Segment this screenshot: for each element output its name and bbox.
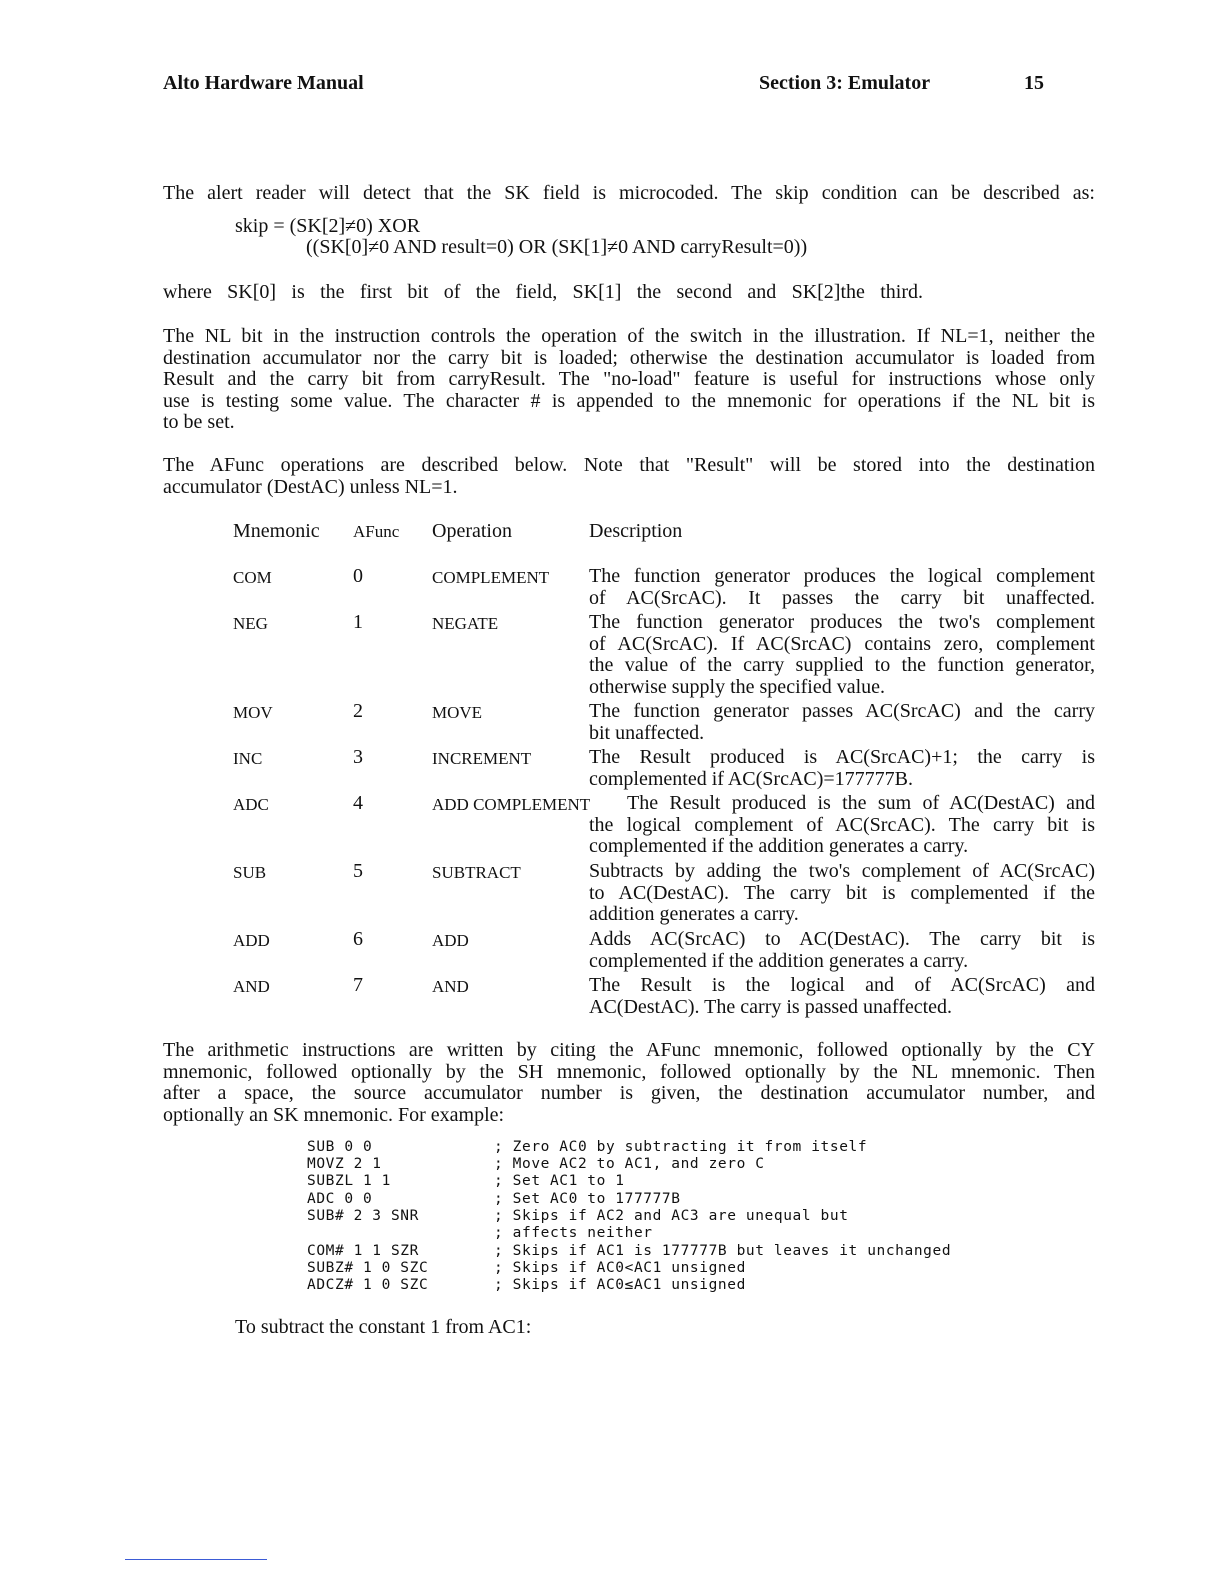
code-comment: ; Skips if AC1 is 177777B but leaves it unchanged	[494, 1243, 952, 1259]
footnote-divider	[125, 1559, 267, 1560]
row-afunc: 7	[353, 974, 363, 996]
running-header-section: Section 3: Emulator	[759, 72, 931, 94]
text-line: of AC(SrcAC). It passes the carry bit unaffected.	[589, 586, 1095, 609]
text-line: The function generator produces the logical complement	[589, 565, 1095, 587]
code-instruction: SUBZL 1 1	[307, 1173, 391, 1189]
code-instruction: SUBZ# 1 0 SZC	[307, 1260, 429, 1276]
row-mnemonic: SUB	[233, 863, 267, 882]
text-line: of AC(SrcAC). If AC(SrcAC) contains zero, complement	[589, 632, 1095, 655]
paragraph-sk-bits	[163, 282, 923, 304]
text-line: destination accumulator nor the carry bit is loaded; otherwise the destination accumulator is loaded from	[163, 346, 1095, 369]
text-line: optionally an SK mnemonic. For example:	[163, 1103, 505, 1126]
text-line: complemented if the addition generates a carry.	[589, 835, 969, 857]
code-instruction: ADC 0 0	[307, 1191, 373, 1207]
text-line: Subtracts by adding the two's complement of AC(SrcAC)	[589, 860, 1095, 882]
text-line: The function generator produces the two's complement	[589, 611, 1095, 633]
text-line: bit unaffected.	[589, 721, 705, 744]
column-header-description: Description	[589, 520, 683, 542]
code-comment: ; affects neither	[494, 1225, 653, 1241]
text-line: AC(DestAC). The carry is passed unaffected.	[589, 995, 953, 1018]
row-operation: COMPLEMENT	[432, 568, 550, 587]
row-mnemonic: ADC	[233, 795, 269, 814]
code-instruction: SUB 0 0	[307, 1139, 373, 1155]
code-comment: ; Skips if AC0<AC1 unsigned	[494, 1260, 746, 1276]
code-comment: ; Zero AC0 by subtracting it from itself	[494, 1139, 868, 1155]
row-operation: MOVE	[432, 703, 483, 722]
code-instruction: MOVZ 2 1	[307, 1156, 382, 1172]
row-operation: INCREMENT	[432, 749, 532, 768]
row-mnemonic: AND	[233, 977, 270, 996]
row-afunc: 4	[353, 792, 363, 814]
paragraph-afunc-intro	[163, 455, 1095, 498]
code-comment: ; Skips if AC0≤AC1 unsigned	[494, 1277, 746, 1293]
row-mnemonic: MOV	[233, 703, 273, 722]
code-comment: ; Set AC0 to 177777B	[494, 1191, 681, 1207]
row-afunc: 1	[353, 611, 363, 633]
text-line: to be set.	[163, 411, 235, 434]
text-line: The function generator passes AC(SrcAC) and the carry	[589, 700, 1095, 722]
code-comment: ; Skips if AC2 and AC3 are unequal but	[494, 1208, 849, 1224]
text-line: otherwise supply the specified value.	[589, 675, 886, 698]
paragraph-intro	[163, 183, 1095, 205]
text-line: the value of the carry supplied to the function generator,	[589, 654, 1095, 676]
text-line: The NL bit in the instruction controls the operation of the switch in the illustration. If NL=1, neither the	[163, 325, 1095, 347]
row-description	[589, 566, 1095, 609]
row-mnemonic: COM	[233, 568, 272, 587]
text-line: Result and the carry bit from carryResult. The "no-load" feature is useful for instructions whose only	[163, 368, 1095, 391]
row-operation: SUBTRACT	[432, 863, 521, 882]
text-line: mnemonic, followed optionally by the SH mnemonic, followed optionally by the NL mnemonic. Then	[163, 1060, 1095, 1083]
page-number: 15	[1024, 72, 1044, 94]
row-description	[589, 747, 1095, 790]
code-comment: ; Move AC2 to AC1, and zero C	[494, 1156, 765, 1172]
row-mnemonic: INC	[233, 749, 263, 768]
row-description	[589, 612, 1095, 698]
text-line: The AFunc operations are described below. Note that "Result" will be stored into the destination	[163, 454, 1095, 476]
row-afunc: 2	[353, 700, 363, 722]
code-instruction: COM# 1 1 SZR	[307, 1243, 419, 1259]
text-line: complemented if the addition generates a carry.	[589, 949, 969, 972]
code-instruction: SUB# 2 3 SNR	[307, 1208, 419, 1224]
row-description	[589, 701, 1095, 744]
row-description	[589, 861, 1095, 926]
text-line: where SK[0] is the first bit of the field, SK[1] the second and SK[2]the third.	[163, 281, 923, 303]
row-operation: AND	[432, 977, 469, 996]
closing-sentence: To subtract the constant 1 from AC1:	[235, 1316, 532, 1338]
text-line: after a space, the source accumulator number is given, the destination accumulator number, and	[163, 1082, 1095, 1105]
row-description	[589, 929, 1095, 972]
row-mnemonic: NEG	[233, 614, 268, 633]
row-operation: ADD	[432, 931, 469, 950]
skip-formula-line-2: ((SK[0]≠0 AND result=0) OR (SK[1]≠0 AND carryResult=0))	[306, 236, 808, 258]
text-line: The alert reader will detect that the SK field is microcoded. The skip condition can be described as:	[163, 182, 1095, 204]
text-line: use is testing some value. The character # is appended to the mnemonic for operations if the NL bit is	[163, 389, 1095, 412]
text-line: The arithmetic instructions are written by citing the AFunc mnemonic, followed optionally by the CY	[163, 1039, 1095, 1061]
row-mnemonic: ADD	[233, 931, 270, 950]
code-instruction: ADCZ# 1 0 SZC	[307, 1277, 429, 1293]
paragraph-arithmetic-syntax	[163, 1040, 1095, 1126]
text-line: addition generates a carry.	[589, 903, 799, 925]
column-header-afunc: AFunc	[353, 522, 400, 541]
row-operation: NEGATE	[432, 614, 499, 633]
row-description	[589, 793, 1095, 858]
row-operation: ADD COMPLEMENT	[432, 795, 591, 814]
skip-formula-line-1: skip = (SK[2]≠0) XOR	[235, 215, 421, 237]
text-line: to AC(DestAC). The carry bit is complemented if the	[589, 881, 1095, 904]
running-header-title: Alto Hardware Manual	[163, 72, 364, 94]
text-line: The Result produced is the sum of AC(DestAC) and	[627, 792, 1095, 814]
text-line: complemented if AC(SrcAC)=177777B.	[589, 767, 914, 790]
text-line: Adds AC(SrcAC) to AC(DestAC). The carry bit is	[589, 928, 1095, 950]
code-comment: ; Set AC1 to 1	[494, 1173, 625, 1189]
row-description	[589, 975, 1095, 1018]
column-header-operation: Operation	[432, 520, 512, 542]
row-afunc: 5	[353, 860, 363, 882]
paragraph-nl-bit	[163, 326, 1095, 434]
text-line: the logical complement of AC(SrcAC). The carry bit is	[589, 813, 1095, 836]
text-line: accumulator (DestAC) unless NL=1.	[163, 475, 458, 498]
text-line: The Result produced is AC(SrcAC)+1; the carry is	[589, 746, 1095, 768]
row-afunc: 6	[353, 928, 363, 950]
row-afunc: 3	[353, 746, 363, 768]
text-line: The Result is the logical and of AC(SrcAC) and	[589, 974, 1095, 996]
row-afunc: 0	[353, 565, 363, 587]
column-header-mnemonic: Mnemonic	[233, 520, 320, 542]
